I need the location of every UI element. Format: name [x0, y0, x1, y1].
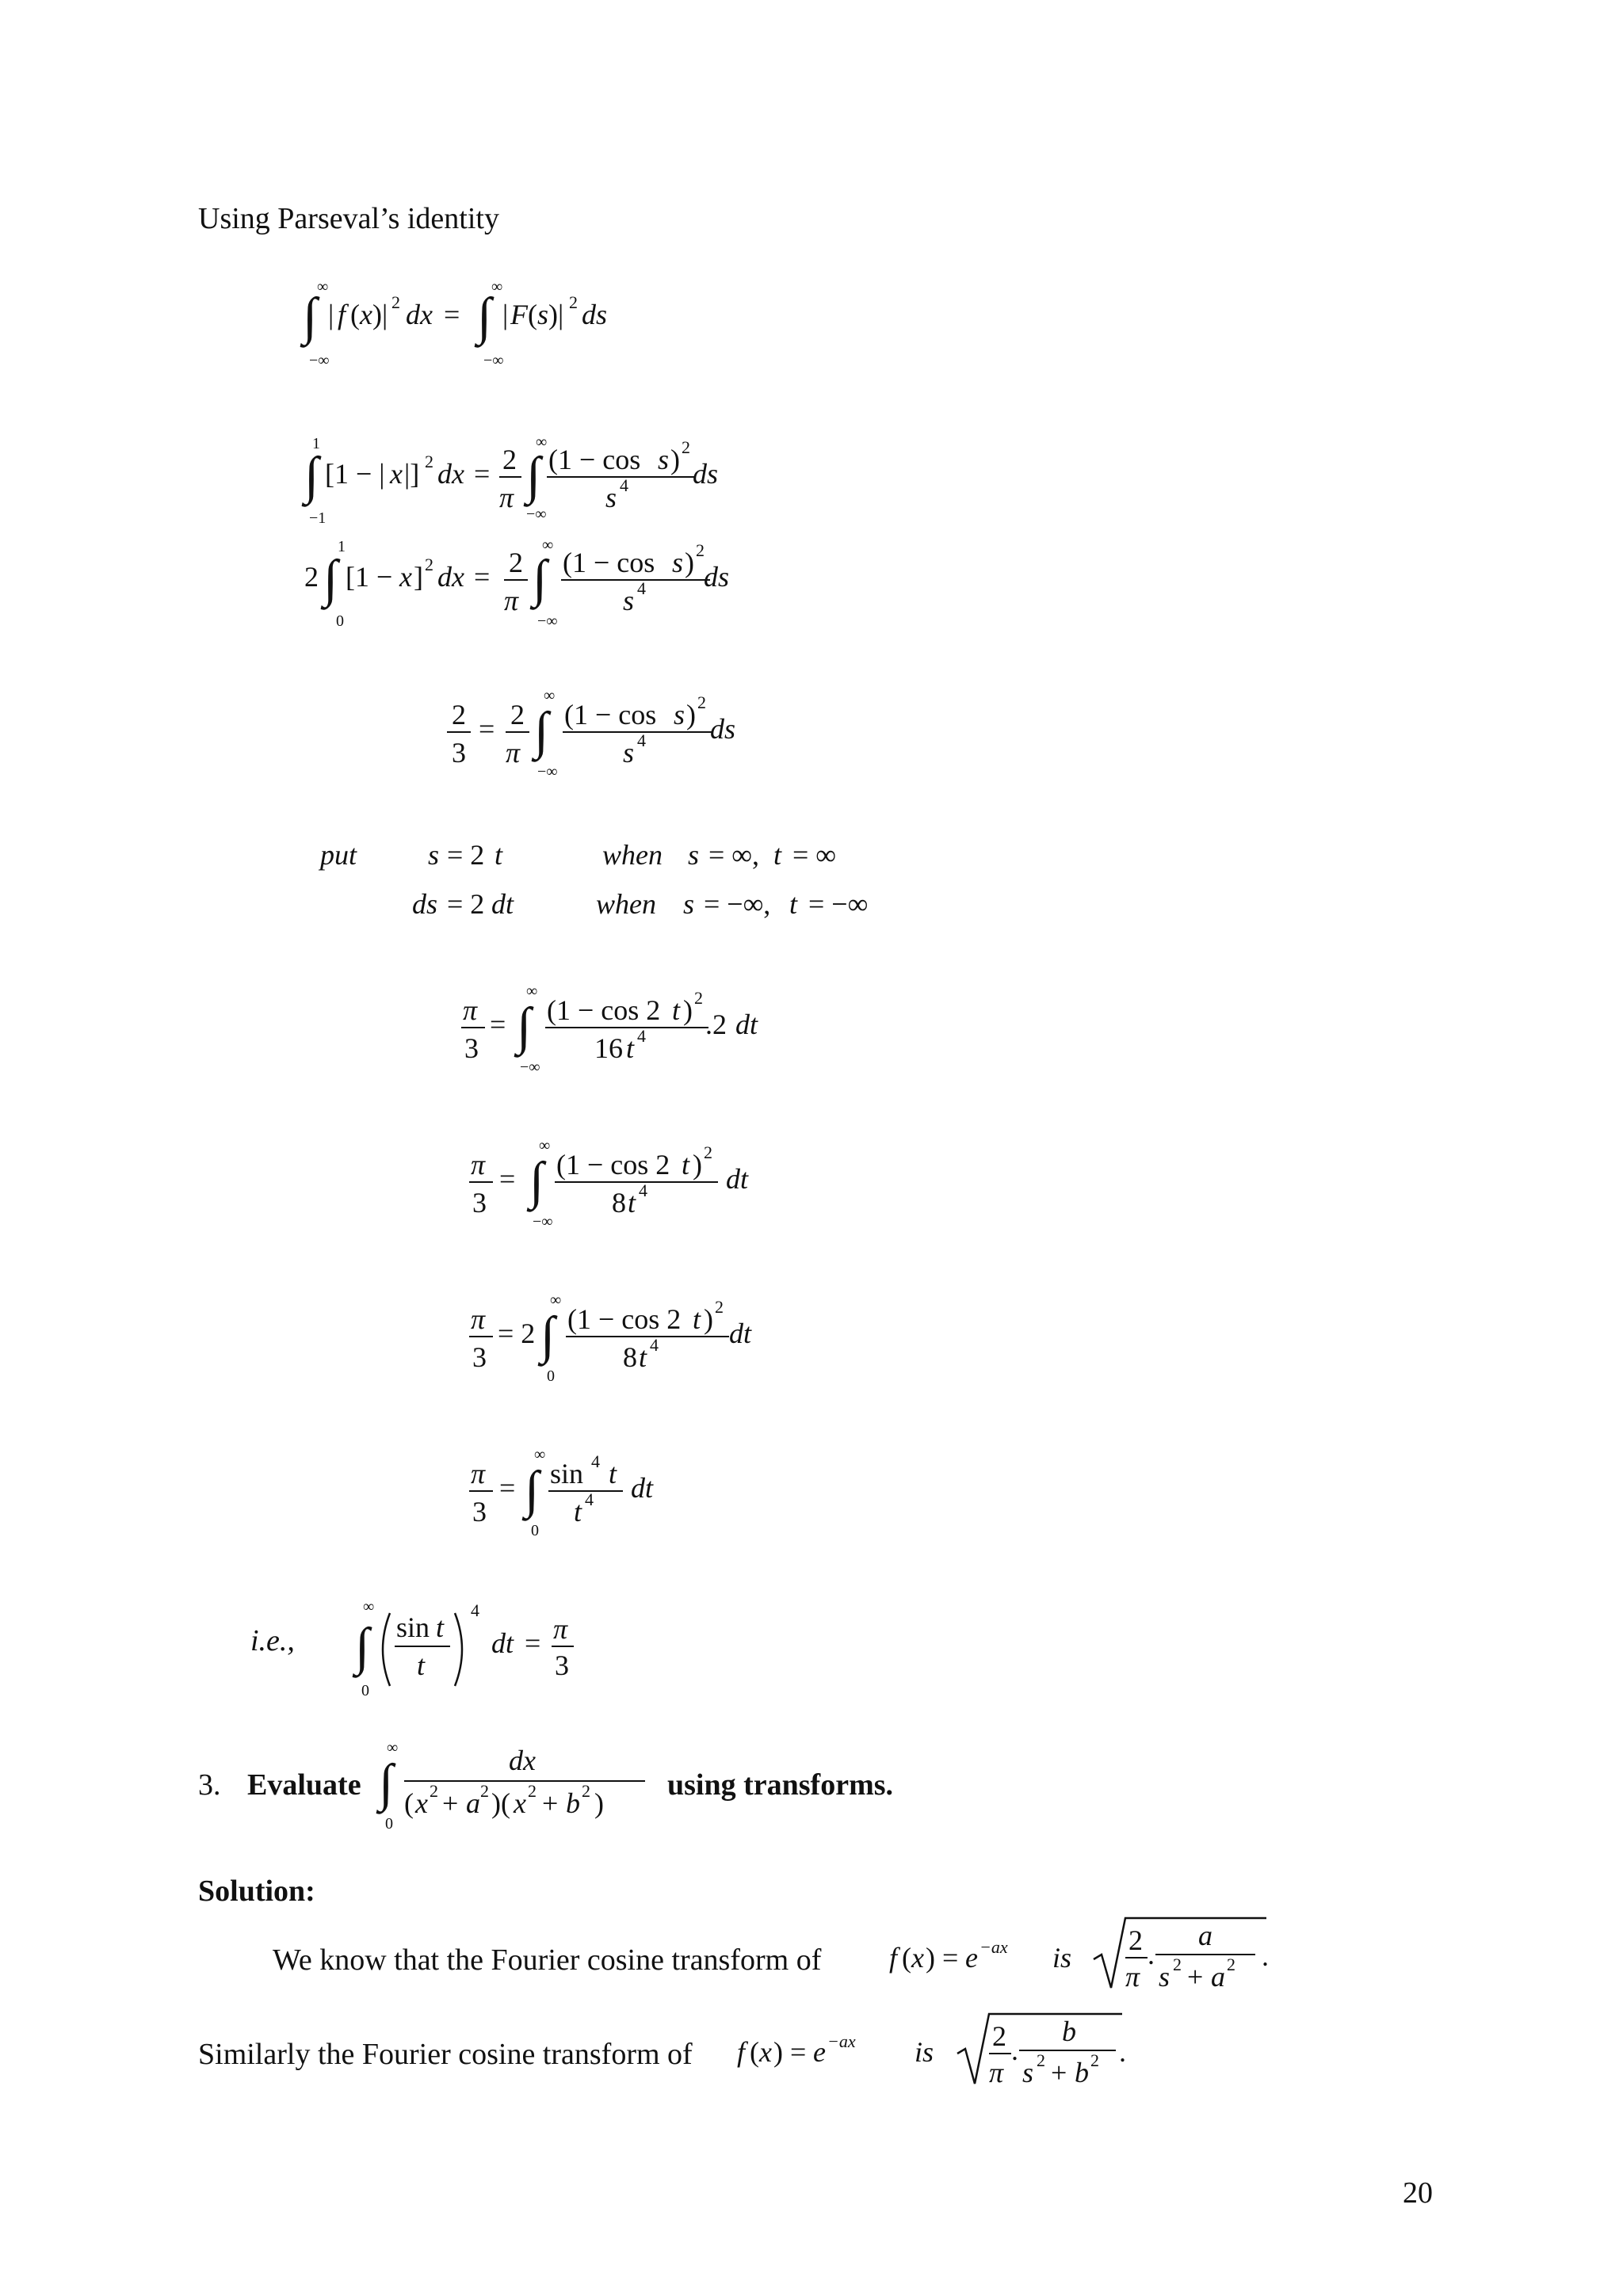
svg-text:s: s — [1159, 1961, 1170, 1993]
svg-text:t: t — [436, 1611, 445, 1643]
svg-text:∫: ∫ — [540, 1306, 556, 1364]
svg-text:.: . — [1148, 1939, 1155, 1970]
svg-text:0: 0 — [361, 1682, 369, 1699]
svg-text:(: ( — [528, 299, 537, 330]
svg-text:∫: ∫ — [304, 447, 319, 505]
svg-text:∞: ∞ — [363, 1598, 375, 1615]
svg-text:(: ( — [902, 1942, 911, 1974]
svg-text:−ax: −ax — [980, 1937, 1008, 1957]
svg-text:4: 4 — [637, 730, 646, 750]
svg-text:b: b — [1075, 2057, 1089, 2088]
svg-text:dx: dx — [437, 561, 464, 593]
svg-text:x: x — [759, 2036, 772, 2068]
svg-text:∞: ∞ — [542, 536, 554, 554]
svg-text:2: 2 — [528, 1781, 537, 1801]
svg-text:.: . — [1119, 2036, 1126, 2068]
svg-text:(1 − cos: (1 − cos — [548, 444, 641, 475]
svg-text:s: s — [672, 547, 684, 578]
svg-text:=: = — [474, 458, 491, 490]
svg-text:2: 2 — [1037, 2050, 1045, 2070]
svg-text:dx: dx — [406, 299, 433, 330]
svg-text:+: + — [1051, 2057, 1067, 2088]
svg-text:π: π — [1125, 1961, 1140, 1993]
svg-text:−ax: −ax — [827, 2031, 856, 2051]
svg-text:4: 4 — [591, 1451, 600, 1471]
svg-text:4: 4 — [637, 1026, 646, 1046]
svg-text:∞: ∞ — [387, 1739, 399, 1756]
svg-text:|: | — [502, 299, 509, 330]
svg-text:2: 2 — [452, 699, 466, 730]
solution-line-2-math — [734, 2001, 1146, 2096]
svg-text:|]: |] — [404, 458, 420, 490]
svg-text:.: . — [1011, 2035, 1018, 2066]
svg-text:∞: ∞ — [536, 433, 548, 451]
svg-text:2: 2 — [682, 437, 690, 457]
svg-text:x: x — [514, 1787, 526, 1819]
svg-text:3: 3 — [472, 1496, 487, 1527]
svg-text:ds: ds — [704, 561, 730, 593]
problem-suffix: using transforms. — [667, 1768, 894, 1802]
svg-text:= −∞: = −∞ — [808, 888, 869, 920]
svg-text:f: f — [737, 2036, 746, 2068]
svg-text:2: 2 — [704, 1142, 712, 1162]
svg-text:π: π — [504, 585, 519, 616]
svg-text:x: x — [390, 458, 403, 490]
svg-text:|: | — [328, 299, 334, 330]
result-equation — [349, 1592, 602, 1703]
svg-text:(1 − cos 2: (1 − cos 2 — [556, 1149, 670, 1180]
substitution-block — [317, 836, 919, 931]
svg-text:dt: dt — [631, 1472, 654, 1504]
svg-text:sin: sin — [396, 1611, 430, 1643]
solution-line-2-text: Similarly the Fourier cosine transform of — [198, 2038, 693, 2071]
svg-text:a: a — [1211, 1961, 1225, 1993]
svg-text:t: t — [789, 888, 798, 920]
svg-text:2: 2 — [391, 292, 400, 312]
svg-text:a: a — [1198, 1920, 1212, 1951]
svg-text:): ) — [594, 1787, 604, 1819]
svg-text:x: x — [911, 1942, 924, 1974]
svg-text:s: s — [623, 737, 635, 769]
svg-text:t: t — [693, 1303, 701, 1335]
svg-text:2: 2 — [992, 2020, 1006, 2052]
svg-text:s: s — [674, 699, 685, 730]
svg-text:−1: −1 — [309, 509, 327, 527]
svg-text:4: 4 — [471, 1600, 479, 1620]
svg-text:(1 − cos: (1 − cos — [564, 699, 657, 730]
svg-text:x: x — [360, 299, 372, 330]
svg-text:+: + — [442, 1787, 459, 1819]
svg-text:π: π — [989, 2057, 1004, 2088]
svg-text:0: 0 — [531, 1522, 539, 1539]
svg-text:= 2: = 2 — [447, 839, 485, 871]
svg-text:t: t — [609, 1458, 617, 1489]
svg-text:t: t — [417, 1650, 426, 1681]
svg-text:=: = — [479, 713, 495, 745]
svg-text:8: 8 — [612, 1187, 626, 1219]
svg-text:= ∞,: = ∞, — [708, 839, 759, 871]
svg-text:b: b — [1062, 2016, 1076, 2047]
svg-text:): ) — [683, 994, 693, 1026]
svg-text:∞: ∞ — [317, 278, 329, 296]
svg-text:−∞: −∞ — [309, 352, 330, 369]
svg-text:t: t — [626, 1032, 635, 1064]
svg-text:∫: ∫ — [323, 550, 338, 608]
svg-text:2: 2 — [430, 1781, 438, 1801]
solution-label: Solution: — [198, 1875, 315, 1908]
svg-text:∫: ∫ — [534, 702, 549, 760]
svg-text:x: x — [399, 561, 412, 593]
svg-text:3: 3 — [472, 1187, 487, 1219]
svg-text:t: t — [672, 994, 681, 1026]
svg-text:(: ( — [750, 2036, 759, 2068]
svg-text:3: 3 — [555, 1650, 569, 1681]
svg-text:= 2: = 2 — [447, 888, 485, 920]
svg-text:π: π — [463, 994, 478, 1026]
svg-text:8: 8 — [623, 1341, 637, 1373]
svg-text:dt: dt — [735, 1009, 758, 1040]
svg-text:∞: ∞ — [526, 982, 538, 1000]
svg-text:dt: dt — [491, 888, 514, 920]
svg-text:dx: dx — [509, 1745, 536, 1776]
svg-text:F: F — [510, 299, 528, 330]
svg-text:π: π — [471, 1458, 486, 1489]
svg-text:.: . — [1262, 1940, 1269, 1972]
svg-text:π: π — [553, 1613, 568, 1645]
svg-text:s: s — [1022, 2057, 1034, 2088]
problem-number: 3. — [198, 1768, 221, 1802]
step-6-equation — [468, 1287, 785, 1390]
svg-text:f: f — [889, 1942, 898, 1974]
problem-integral — [372, 1735, 658, 1838]
svg-text:∞: ∞ — [544, 687, 556, 704]
svg-text:∫: ∫ — [525, 1461, 540, 1519]
svg-text:)|: )| — [372, 299, 388, 330]
svg-text:4: 4 — [585, 1489, 594, 1509]
svg-text:2: 2 — [569, 292, 578, 312]
svg-text:): ) — [704, 1303, 713, 1335]
svg-text:[1 −: [1 − — [346, 561, 393, 593]
svg-text:∞: ∞ — [539, 1137, 551, 1154]
svg-text:π: π — [506, 737, 521, 769]
svg-text:1: 1 — [312, 435, 320, 452]
svg-text:3: 3 — [472, 1341, 487, 1373]
svg-text:ds: ds — [693, 458, 719, 490]
svg-text:2: 2 — [1090, 2050, 1099, 2070]
svg-text:∫: ∫ — [526, 447, 541, 505]
svg-text:t: t — [773, 839, 782, 871]
svg-text:−∞: −∞ — [483, 352, 504, 369]
svg-text:+: + — [542, 1787, 559, 1819]
svg-text:2: 2 — [425, 452, 433, 471]
svg-text:∞: ∞ — [534, 1446, 546, 1463]
svg-text:ds: ds — [582, 299, 608, 330]
svg-text:−∞: −∞ — [533, 1213, 553, 1230]
svg-text:ds: ds — [412, 888, 438, 920]
svg-text:2: 2 — [1227, 1955, 1235, 1974]
svg-text:t: t — [495, 839, 503, 871]
svg-text:2: 2 — [1173, 1955, 1182, 1974]
problem-evaluate-label: Evaluate — [247, 1768, 361, 1802]
svg-text:(1 − cos 2: (1 − cos 2 — [547, 994, 661, 1026]
svg-text:2: 2 — [696, 540, 705, 560]
svg-text:dt: dt — [491, 1627, 514, 1659]
svg-text:= ∞: = ∞ — [792, 839, 836, 871]
svg-text:x: x — [415, 1787, 428, 1819]
svg-text:π: π — [471, 1303, 486, 1335]
svg-text:π: π — [499, 482, 514, 513]
svg-text:is: is — [915, 2036, 934, 2068]
svg-text:t: t — [639, 1341, 647, 1373]
svg-text:=: = — [499, 1163, 516, 1195]
svg-text:2: 2 — [1128, 1924, 1143, 1956]
svg-text:4: 4 — [639, 1180, 647, 1200]
svg-text:2: 2 — [304, 561, 319, 593]
svg-text:∞: ∞ — [550, 1291, 562, 1309]
svg-text:s: s — [605, 482, 617, 513]
svg-text:0: 0 — [385, 1815, 393, 1833]
svg-text:t: t — [574, 1496, 582, 1527]
svg-text:s: s — [683, 888, 695, 920]
svg-text:0: 0 — [547, 1367, 555, 1385]
svg-text:s: s — [658, 444, 670, 475]
svg-text:4: 4 — [620, 475, 628, 495]
svg-text:2: 2 — [502, 444, 517, 475]
step-5-equation — [468, 1133, 785, 1236]
svg-text:2: 2 — [509, 547, 523, 578]
svg-text:= −∞,: = −∞, — [704, 888, 771, 920]
step-2-equation — [301, 531, 745, 634]
svg-text:2: 2 — [715, 1297, 724, 1317]
svg-text:): ) — [670, 444, 680, 475]
svg-text:0: 0 — [336, 612, 344, 630]
svg-text:s: s — [623, 585, 635, 616]
svg-text:b: b — [566, 1787, 580, 1819]
svg-text:s: s — [537, 299, 549, 330]
svg-text:(1 − cos 2: (1 − cos 2 — [567, 1303, 682, 1335]
svg-text:e: e — [813, 2036, 826, 2068]
svg-text:t: t — [628, 1187, 636, 1219]
svg-text:∫: ∫ — [477, 288, 492, 345]
svg-text:2: 2 — [694, 988, 703, 1008]
svg-text:.2: .2 — [705, 1009, 727, 1040]
svg-text:(: ( — [350, 299, 360, 330]
svg-text:=: = — [490, 1009, 506, 1040]
svg-text:=: = — [474, 561, 491, 593]
svg-text:[1 − |: [1 − | — [325, 458, 385, 490]
svg-text:a: a — [466, 1787, 480, 1819]
svg-text:)(: )( — [491, 1787, 510, 1819]
svg-text:π: π — [471, 1149, 486, 1180]
svg-text:=: = — [499, 1472, 516, 1504]
svg-text:dt: dt — [729, 1318, 752, 1349]
svg-text:= 2: = 2 — [498, 1318, 536, 1349]
svg-text:): ) — [685, 547, 694, 578]
svg-text:2: 2 — [425, 555, 433, 574]
svg-text:is: is — [1052, 1942, 1072, 1974]
svg-text:1: 1 — [338, 538, 346, 555]
svg-text:sin: sin — [550, 1458, 584, 1489]
ie-label: i.e., — [250, 1624, 295, 1657]
solution-line-1-math — [886, 1905, 1282, 2000]
svg-text:): ) — [686, 699, 696, 730]
svg-text:−∞: −∞ — [537, 763, 558, 780]
svg-text:∫: ∫ — [303, 288, 318, 345]
svg-text:∫: ∫ — [379, 1754, 394, 1812]
svg-text:∫: ∫ — [355, 1618, 370, 1676]
svg-text:2: 2 — [582, 1781, 590, 1801]
svg-text:)|: )| — [548, 299, 564, 330]
svg-text:f: f — [338, 299, 346, 330]
svg-text:when: when — [602, 839, 663, 871]
svg-text:2: 2 — [480, 1781, 489, 1801]
svg-text:) =: ) = — [773, 2036, 807, 2068]
svg-text:dt: dt — [726, 1163, 749, 1195]
step-3-equation — [444, 683, 777, 786]
svg-text:(: ( — [404, 1787, 414, 1819]
step-7-equation — [468, 1442, 705, 1545]
svg-text:4: 4 — [637, 578, 646, 598]
solution-line-1-text: We know that the Fourier cosine transform of — [273, 1943, 822, 1977]
parseval-identity-equation — [293, 278, 674, 376]
svg-text:put: put — [320, 839, 357, 871]
svg-text:∫: ∫ — [517, 997, 532, 1055]
svg-text:): ) — [693, 1149, 702, 1180]
step-1-equation — [301, 428, 745, 531]
svg-text:∫: ∫ — [533, 550, 548, 608]
heading: Using Parseval’s identity — [198, 202, 499, 235]
svg-text:]: ] — [414, 561, 423, 593]
svg-text:dx: dx — [437, 458, 464, 490]
svg-text:(1 − cos: (1 − cos — [563, 547, 655, 578]
svg-text:−∞: −∞ — [526, 505, 547, 523]
svg-text:s: s — [428, 839, 440, 871]
svg-text:−∞: −∞ — [520, 1058, 540, 1076]
svg-text:−∞: −∞ — [537, 612, 558, 630]
svg-text:∞: ∞ — [491, 278, 503, 296]
svg-text:∫: ∫ — [529, 1152, 544, 1210]
step-4-equation — [460, 978, 792, 1081]
svg-text:ds: ds — [710, 713, 736, 745]
svg-text:t: t — [682, 1149, 690, 1180]
svg-text:) =: ) = — [926, 1942, 959, 1974]
svg-text:3: 3 — [464, 1032, 479, 1064]
svg-text:2: 2 — [697, 692, 706, 712]
svg-text:16: 16 — [594, 1032, 623, 1064]
svg-text:4: 4 — [650, 1335, 659, 1355]
svg-text:=: = — [444, 299, 460, 330]
svg-text:+: + — [1187, 1961, 1204, 1993]
svg-text:3: 3 — [452, 737, 466, 769]
svg-text:2: 2 — [510, 699, 525, 730]
svg-text:e: e — [965, 1942, 978, 1974]
page-number: 20 — [1403, 2176, 1433, 2210]
svg-text:when: when — [596, 888, 656, 920]
svg-text:s: s — [688, 839, 700, 871]
svg-text:=: = — [525, 1627, 541, 1659]
